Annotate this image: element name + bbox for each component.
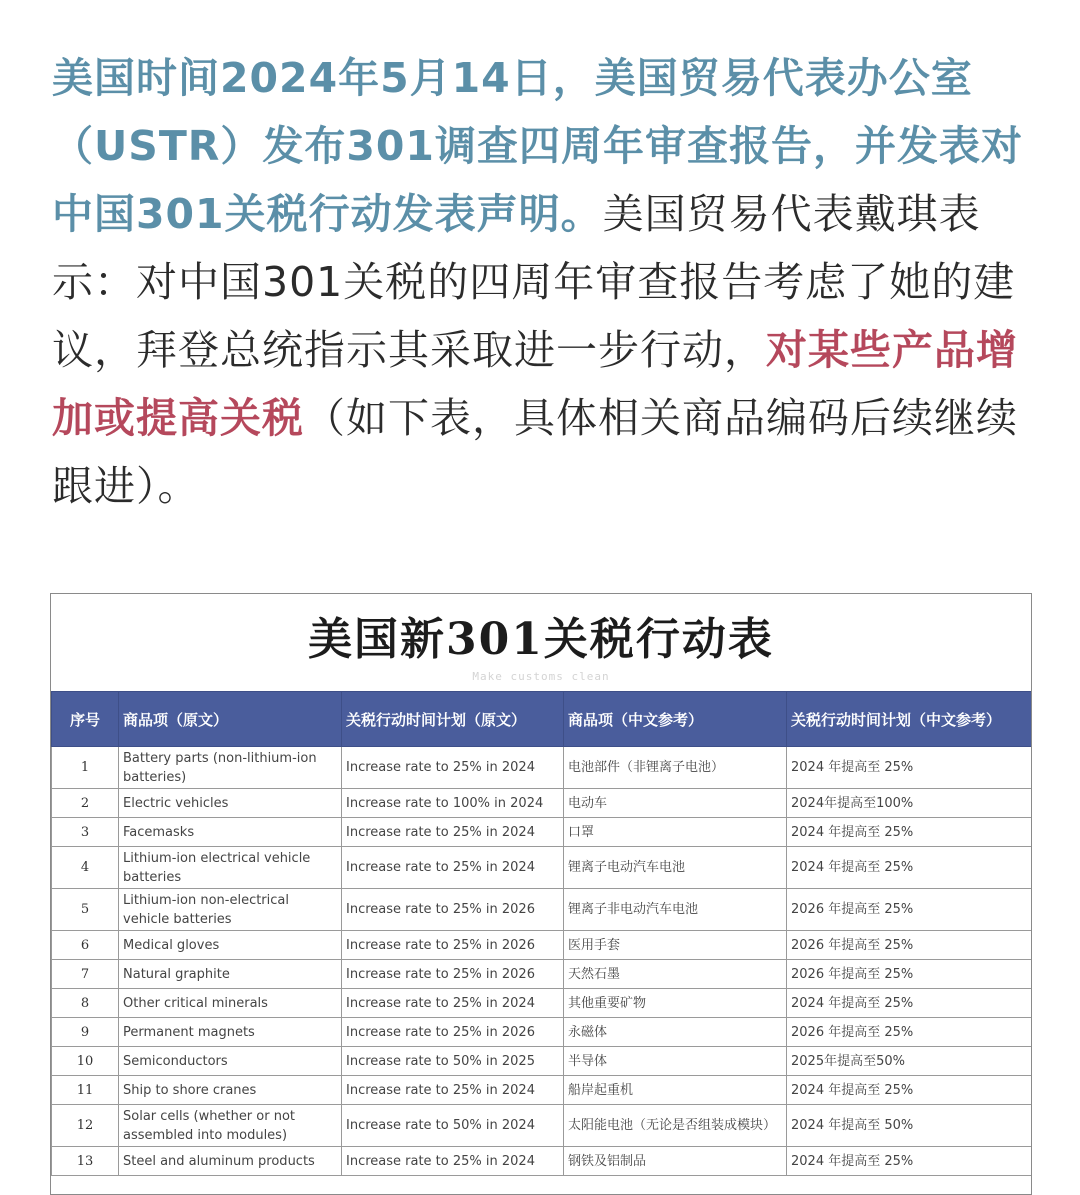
- table-row: [52, 1018, 1032, 1047]
- cell-item-cn: 口罩: [564, 818, 787, 847]
- cell-plan-cn: 2024 年提高至 25%: [787, 747, 1032, 789]
- cell-no: 3: [52, 818, 119, 847]
- header-item-en: 商品项（原文）: [119, 692, 342, 747]
- table-title-text: 美国新301关税行动表: [308, 614, 774, 665]
- cell-item-en: Electric vehicles: [119, 789, 342, 818]
- cell-item-en: Ship to shore cranes: [119, 1076, 342, 1105]
- cell-no: 6: [52, 931, 119, 960]
- cell-plan-cn: 2026 年提高至 25%: [787, 889, 1032, 931]
- table-title: [51, 594, 1031, 691]
- cell-item-en: Lithium-ion electrical vehicle batteries: [119, 847, 342, 889]
- cell-no: 9: [52, 1018, 119, 1047]
- cell-item-en: Medical gloves: [119, 931, 342, 960]
- cell-plan-cn: 2026 年提高至 25%: [787, 960, 1032, 989]
- cell-item-cn: 锂离子电动汽车电池: [564, 847, 787, 889]
- cell-item-cn: 电动车: [564, 789, 787, 818]
- watermark-text: Make customs clean: [472, 670, 610, 683]
- cell-item-en: Solar cells (whether or not assembled into modules): [119, 1105, 342, 1147]
- cell-item-en: Semiconductors: [119, 1047, 342, 1076]
- cell-plan-cn: 2026 年提高至 25%: [787, 931, 1032, 960]
- cell-plan-en: Increase rate to 25% in 2024: [342, 847, 564, 889]
- cell-no: 2: [52, 789, 119, 818]
- article-body: 美国贸易代表戴琪表示：对中国301关税的四周年审查报告考虑了她的建议，拜登总统指示其采取进一步行动，: [52, 190, 1016, 374]
- cell-item-en: Permanent magnets: [119, 1018, 342, 1047]
- table-row: [52, 960, 1032, 989]
- cell-plan-en: Increase rate to 25% in 2024: [342, 818, 564, 847]
- cell-no: 12: [52, 1105, 119, 1147]
- cell-plan-cn: 2024年提高至100%: [787, 789, 1032, 818]
- cell-plan-cn: 2026 年提高至 25%: [787, 1018, 1032, 1047]
- cell-plan-en: Increase rate to 100% in 2024: [342, 789, 564, 818]
- tariff-table-card: [50, 593, 1032, 1195]
- cell-no: 10: [52, 1047, 119, 1076]
- table-row: [52, 747, 1032, 789]
- table-row: [52, 789, 1032, 818]
- article-text: [52, 44, 1032, 520]
- cell-plan-cn: 2024 年提高至 25%: [787, 818, 1032, 847]
- cell-item-cn: 半导体: [564, 1047, 787, 1076]
- cell-no: 8: [52, 989, 119, 1018]
- table-header-row: [52, 692, 1032, 747]
- cell-no: 11: [52, 1076, 119, 1105]
- cell-no: 13: [52, 1147, 119, 1176]
- cell-item-en: Other critical minerals: [119, 989, 342, 1018]
- table-row: [52, 1076, 1032, 1105]
- table-row: [52, 818, 1032, 847]
- table-row: [52, 1105, 1032, 1147]
- table-row: [52, 989, 1032, 1018]
- cell-no: 5: [52, 889, 119, 931]
- header-item-cn: 商品项（中文参考）: [564, 692, 787, 747]
- header-no: 序号: [52, 692, 119, 747]
- cell-plan-en: Increase rate to 25% in 2026: [342, 931, 564, 960]
- cell-item-cn: 太阳能电池（无论是否组装成模块）: [564, 1105, 787, 1147]
- cell-plan-en: Increase rate to 25% in 2024: [342, 1147, 564, 1176]
- cell-plan-en: Increase rate to 25% in 2024: [342, 1076, 564, 1105]
- cell-plan-en: Increase rate to 25% in 2026: [342, 960, 564, 989]
- cell-item-en: Battery parts (non-lithium-ion batteries): [119, 747, 342, 789]
- cell-plan-cn: 2024 年提高至 25%: [787, 847, 1032, 889]
- article-highlight-red: 对某些产品增加或提高关税: [52, 326, 1018, 442]
- tariff-table: [51, 691, 1032, 1176]
- cell-plan-en: Increase rate to 25% in 2026: [342, 889, 564, 931]
- cell-plan-cn: 2024 年提高至 25%: [787, 989, 1032, 1018]
- cell-plan-en: Increase rate to 50% in 2025: [342, 1047, 564, 1076]
- cell-item-en: Lithium-ion non-electrical vehicle batteries: [119, 889, 342, 931]
- cell-no: 7: [52, 960, 119, 989]
- table-row: [52, 847, 1032, 889]
- cell-item-cn: 其他重要矿物: [564, 989, 787, 1018]
- cell-plan-en: Increase rate to 50% in 2024: [342, 1105, 564, 1147]
- cell-plan-cn: 2024 年提高至 25%: [787, 1147, 1032, 1176]
- cell-item-en: Natural graphite: [119, 960, 342, 989]
- cell-plan-cn: 2024 年提高至 25%: [787, 1076, 1032, 1105]
- cell-plan-en: Increase rate to 25% in 2026: [342, 1018, 564, 1047]
- table-row: [52, 931, 1032, 960]
- cell-item-cn: 钢铁及铝制品: [564, 1147, 787, 1176]
- cell-item-cn: 天然石墨: [564, 960, 787, 989]
- cell-plan-cn: 2025年提高至50%: [787, 1047, 1032, 1076]
- cell-item-cn: 永磁体: [564, 1018, 787, 1047]
- cell-plan-en: Increase rate to 25% in 2024: [342, 747, 564, 789]
- table-row: [52, 1147, 1032, 1176]
- cell-item-cn: 船岸起重机: [564, 1076, 787, 1105]
- cell-item-en: Facemasks: [119, 818, 342, 847]
- header-plan-cn: 关税行动时间计划（中文参考）: [787, 692, 1032, 747]
- cell-plan-en: Increase rate to 25% in 2024: [342, 989, 564, 1018]
- cell-item-cn: 医用手套: [564, 931, 787, 960]
- cell-no: 4: [52, 847, 119, 889]
- cell-item-cn: 锂离子非电动汽车电池: [564, 889, 787, 931]
- table-row: [52, 1047, 1032, 1076]
- cell-no: 1: [52, 747, 119, 789]
- cell-plan-cn: 2024 年提高至 50%: [787, 1105, 1032, 1147]
- cell-item-en: Steel and aluminum products: [119, 1147, 342, 1176]
- article-highlight-blue: 美国时间2024年5月14日，美国贸易代表办公室（USTR）发布301调查四周年审查报告，并发表对中国301关税行动发表声明。: [52, 54, 1023, 238]
- table-row: [52, 889, 1032, 931]
- article-note: （如下表，具体相关商品编码后续继续跟进）。: [52, 394, 1018, 510]
- header-plan-en: 关税行动时间计划（原文）: [342, 692, 564, 747]
- cell-item-cn: 电池部件（非锂离子电池）: [564, 747, 787, 789]
